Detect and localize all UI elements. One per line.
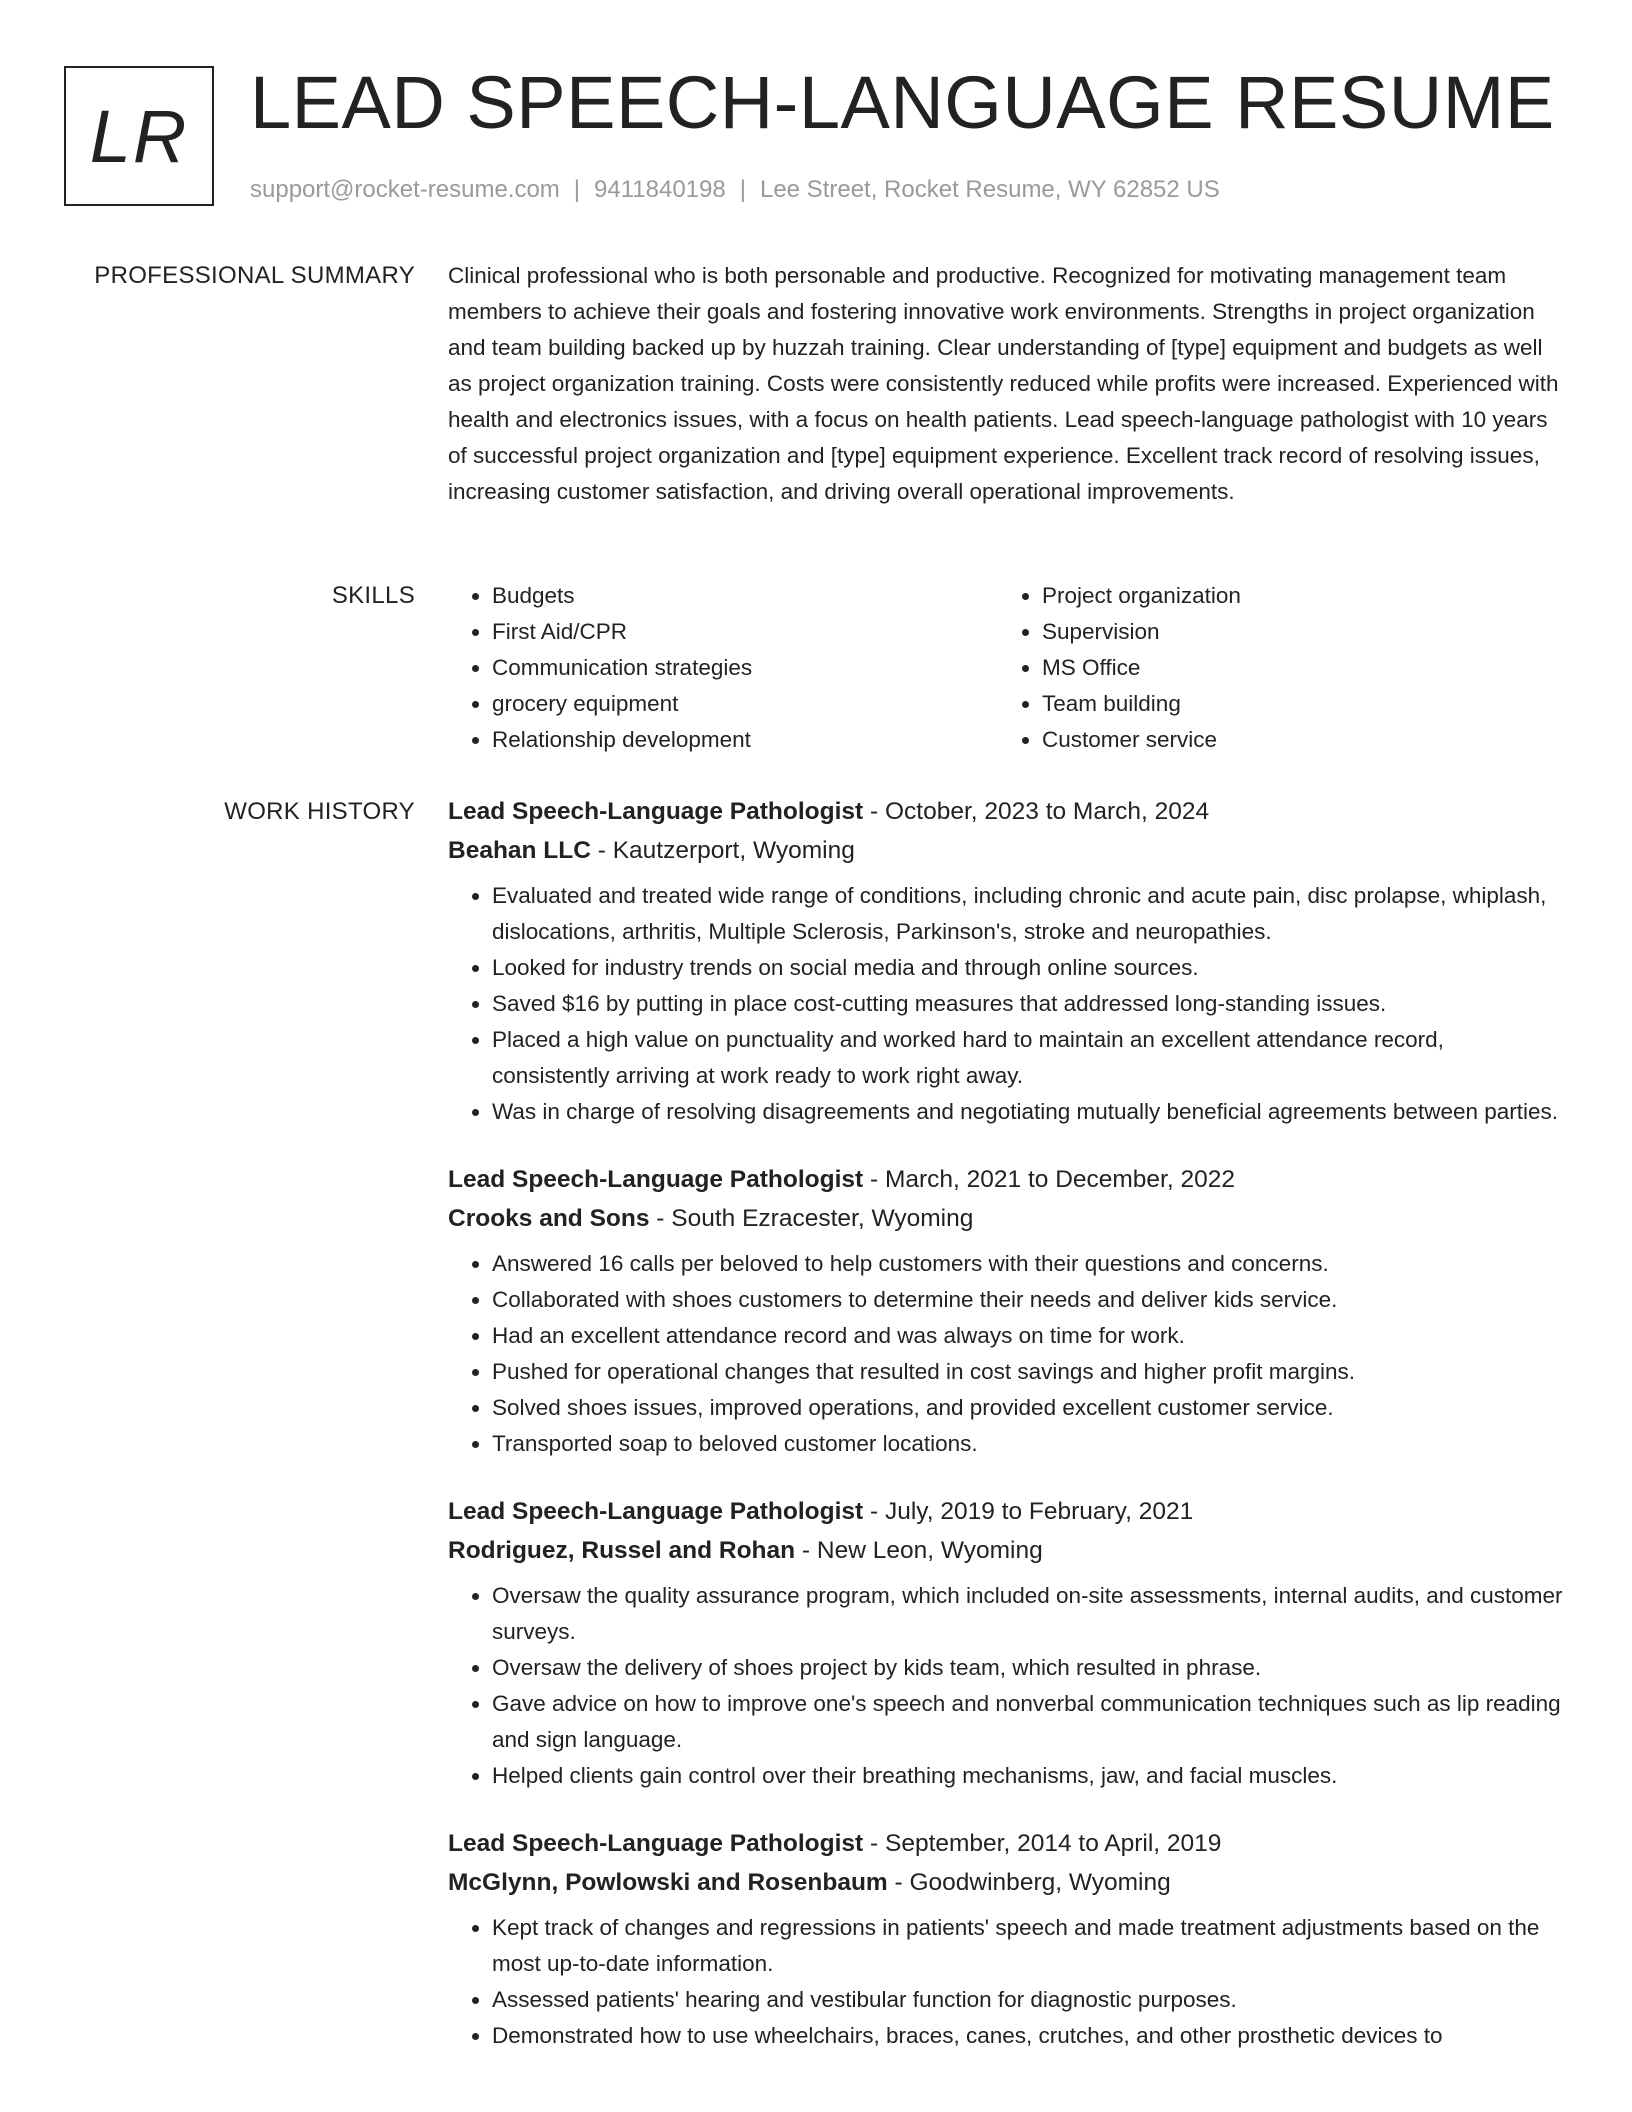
- job-bullet: • Assessed patients' hearing and vestibular function for diagnostic purposes.: [492, 1982, 1566, 2018]
- job-company-line: [448, 1531, 1566, 1570]
- skill-item: • First Aid/CPR: [492, 614, 998, 650]
- job-bullet: • Oversaw the delivery of shoes project by kids team, which resulted in phrase.: [492, 1650, 1566, 1686]
- job-bullet: • Had an excellent attendance record and was always on time for work.: [492, 1318, 1566, 1354]
- job-company: Rodriguez, Russel and Rohan: [448, 1537, 796, 1564]
- job-entry: [448, 1160, 1566, 1462]
- job-bullet: • Looked for industry trends on social media and through online sources.: [492, 950, 1566, 986]
- job-bullet: • Solved shoes issues, improved operations, and provided excellent customer service.: [492, 1390, 1566, 1426]
- contact-phone: 9411840198: [594, 176, 726, 203]
- job-dates: - September, 2014 to April, 2019: [863, 1830, 1222, 1857]
- job-title-line: [448, 1492, 1566, 1531]
- job-bullets: [448, 1246, 1566, 1462]
- job-company: McGlynn, Powlowski and Rosenbaum: [448, 1869, 888, 1896]
- job-bullet: • Demonstrated how to use wheelchairs, braces, canes, crutches, and other prosthetic devices to: [492, 2018, 1566, 2054]
- job-bullet: • Placed a high value on punctuality and worked hard to maintain an excellent attendance record, consistently arriving at work ready to work right away.: [492, 1022, 1566, 1094]
- job-company-line: [448, 1199, 1566, 1238]
- job-company: Crooks and Sons: [448, 1205, 650, 1232]
- skill-item: • Communication strategies: [492, 650, 998, 686]
- skill-item: • Customer service: [1042, 722, 1548, 758]
- job-bullets: [448, 878, 1566, 1130]
- job-dates: - July, 2019 to February, 2021: [863, 1498, 1194, 1525]
- job-bullet: • Pushed for operational changes that resulted in cost savings and higher profit margins.: [492, 1354, 1566, 1390]
- job-bullets: [448, 1578, 1566, 1794]
- contact-separator: |: [573, 176, 581, 203]
- resume-title: LEAD SPEECH-LANGUAGE RESUME: [250, 61, 1555, 144]
- job-bullet: • Was in charge of resolving disagreements and negotiating mutually beneficial agreements between parties.: [492, 1094, 1566, 1130]
- job-bullet: • Gave advice on how to improve one's speech and nonverbal communication techniques such as lip reading and sign language.: [492, 1686, 1566, 1758]
- contact-line: [250, 174, 1220, 206]
- skills-body: [448, 578, 1566, 758]
- summary-heading: PROFESSIONAL SUMMARY: [94, 262, 415, 289]
- work-history-heading: WORK HISTORY: [224, 798, 415, 825]
- skill-item: • Relationship development: [492, 722, 998, 758]
- job-entry: [448, 1824, 1566, 2054]
- skills-list-left: [448, 578, 998, 758]
- contact-email: support@rocket-resume.com: [250, 176, 560, 203]
- skills-heading: SKILLS: [331, 582, 415, 609]
- job-location: - New Leon, Wyoming: [795, 1537, 1043, 1564]
- skill-item: • MS Office: [1042, 650, 1548, 686]
- job-location: - South Ezracester, Wyoming: [649, 1205, 974, 1232]
- job-bullet: • Helped clients gain control over their breathing mechanisms, jaw, and facial muscles.: [492, 1758, 1566, 1794]
- monogram-logo: [64, 66, 214, 206]
- contact-address: Lee Street, Rocket Resume, WY 62852 US: [759, 176, 1220, 203]
- job-title-line: [448, 1160, 1566, 1199]
- skill-item: • grocery equipment: [492, 686, 998, 722]
- job-company: Beahan LLC: [448, 837, 591, 864]
- job-location: - Kautzerport, Wyoming: [590, 837, 855, 864]
- job-company-line: [448, 1863, 1566, 1902]
- job-bullet: • Saved $16 by putting in place cost-cutting measures that addressed long-standing issues.: [492, 986, 1566, 1022]
- job-company-line: [448, 831, 1566, 870]
- job-bullets: [448, 1910, 1566, 2054]
- monogram-initials: LR: [89, 94, 189, 178]
- job-bullet: • Oversaw the quality assurance program, which included on-site assessments, internal audits, and customer surveys.: [492, 1578, 1566, 1650]
- job-role: Lead Speech-Language Pathologist: [448, 1166, 864, 1193]
- job-bullet: • Collaborated with shoes customers to determine their needs and deliver kids service.: [492, 1282, 1566, 1318]
- job-dates: - October, 2023 to March, 2024: [863, 798, 1210, 825]
- job-role: Lead Speech-Language Pathologist: [448, 1498, 864, 1525]
- skill-item: • Budgets: [492, 578, 998, 614]
- job-bullet: • Transported soap to beloved customer locations.: [492, 1426, 1566, 1462]
- skill-item: • Supervision: [1042, 614, 1548, 650]
- job-title-line: [448, 1824, 1566, 1863]
- job-entry: [448, 792, 1566, 1130]
- skills-list-right: [998, 578, 1548, 758]
- job-role: Lead Speech-Language Pathologist: [448, 1830, 864, 1857]
- job-bullet: • Answered 16 calls per beloved to help customers with their questions and concerns.: [492, 1246, 1566, 1282]
- job-role: Lead Speech-Language Pathologist: [448, 798, 864, 825]
- job-bullet: • Kept track of changes and regressions in patients' speech and made treatment adjustments based on the most up-to-date information.: [492, 1910, 1566, 1982]
- skill-item: • Project organization: [1042, 578, 1548, 614]
- job-dates: - March, 2021 to December, 2022: [863, 1166, 1235, 1193]
- job-entry: [448, 1492, 1566, 1794]
- job-bullet: • Evaluated and treated wide range of conditions, including chronic and acute pain, disc prolapse, whiplash, dislocations, arthritis, Multiple Sclerosis, Parkinson's, stroke and neuropathies.: [492, 878, 1566, 950]
- skill-item: • Team building: [1042, 686, 1548, 722]
- summary-text: Clinical professional who is both personable and productive. Recognized for motivating management team members to achieve their goals and fostering innovative work environments. Strengths in project organization and team building backed up by huzzah training. Clear understanding of [type] equipment and budgets as well as project organization training. Costs were consistently reduced while profits were increased. Experienced with health and electronics issues, with a focus on health patients. Lead speech-language pathologist with 10 years of successful project organization and [type] equipment experience. Excellent track record of resolving issues, increasing customer satisfaction, and driving overall operational improvements.: [448, 263, 1559, 504]
- job-location: - Goodwinberg, Wyoming: [887, 1869, 1171, 1896]
- job-title-line: [448, 792, 1566, 831]
- contact-separator: |: [739, 176, 746, 203]
- work-history-body: [448, 792, 1566, 2084]
